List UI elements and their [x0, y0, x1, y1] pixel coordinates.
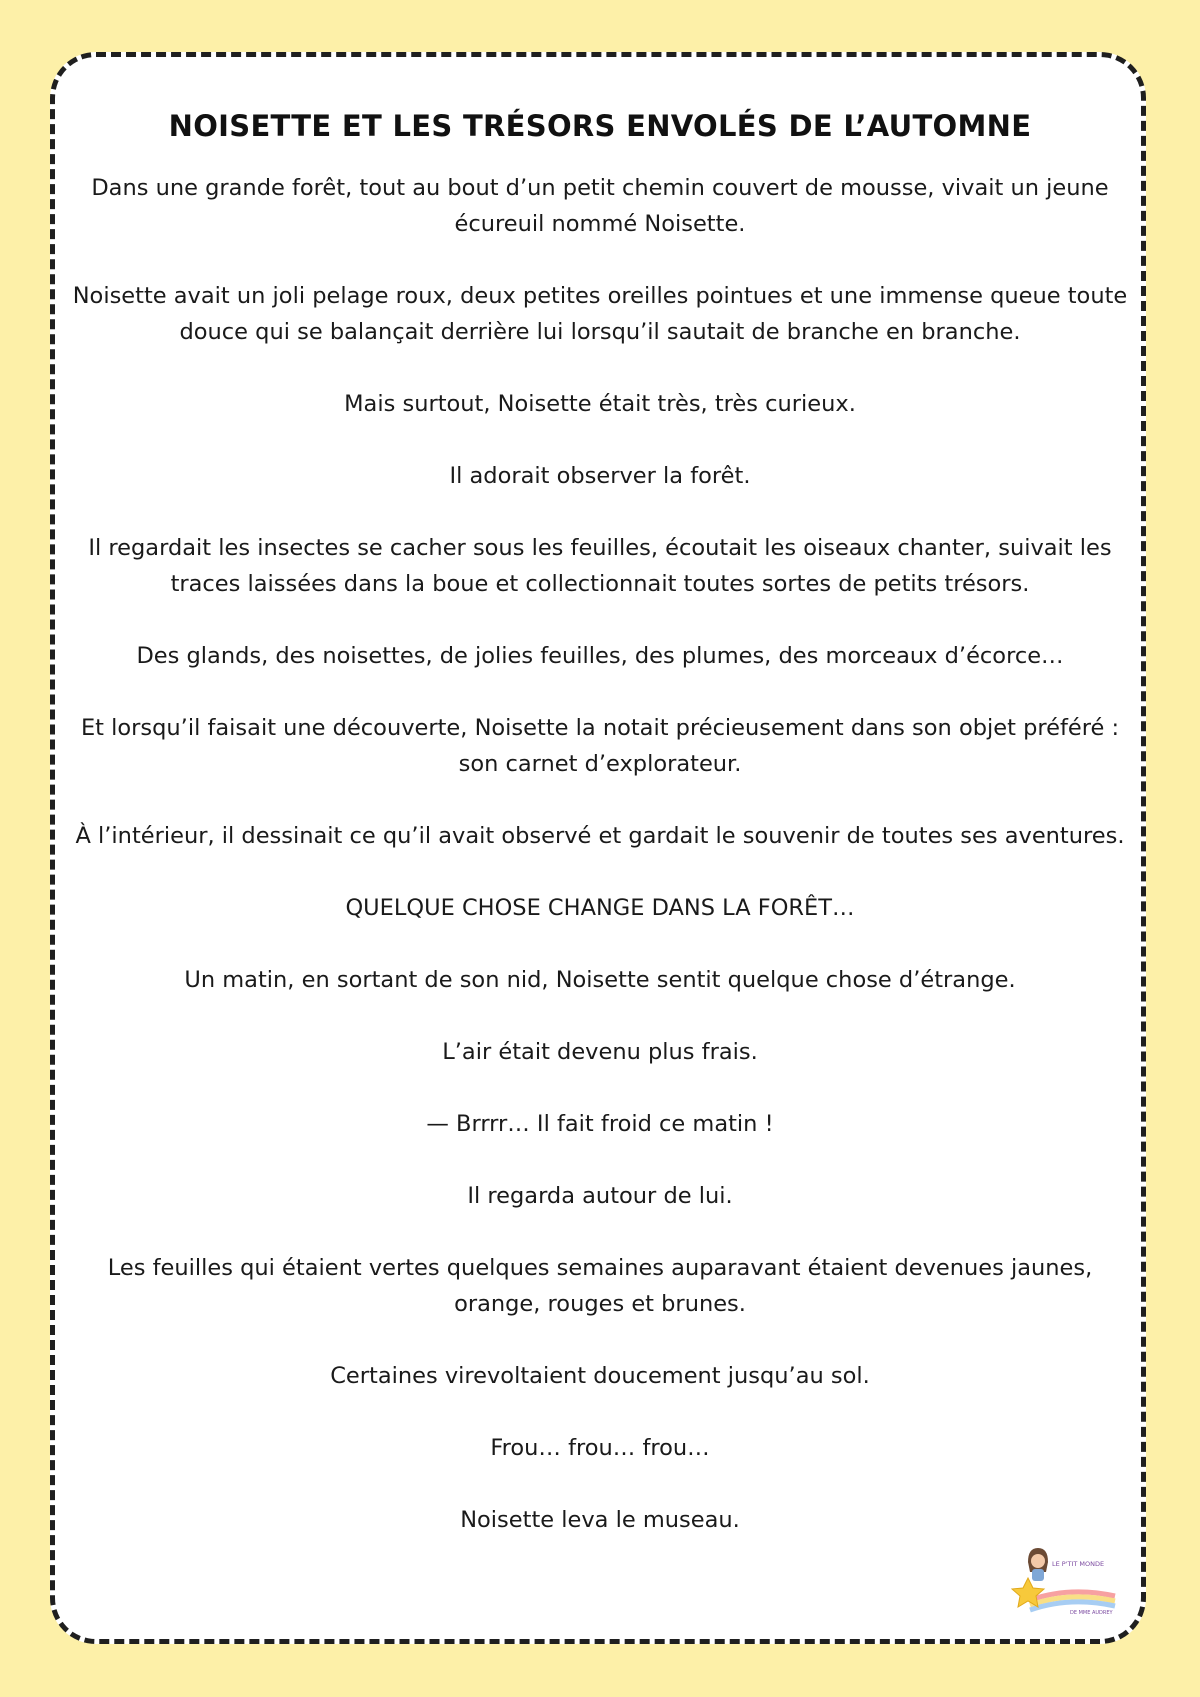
paragraph: Un matin, en sortant de son nid, Noisette sentit quelque chose d’étrange. — [184, 967, 1016, 993]
paragraph: Les feuilles qui étaient vertes quelques semaines auparavant étaient devenues jaunes, orange, rouges et brunes. — [107, 1255, 1093, 1317]
paragraph: À l’intérieur, il dessinait ce qu’il avait observé et gardait le souvenir de toutes ses aventures. — [75, 823, 1125, 849]
paragraph: Il regardait les insectes se cacher sous les feuilles, écoutait les oiseaux chanter, suivait les traces laissées dans la boue et collectionnait toutes sortes de petits trésors. — [88, 535, 1112, 597]
paragraph: Noisette leva le museau. — [460, 1507, 740, 1533]
avatar-body — [1032, 1569, 1044, 1581]
paragraph: Frou… frou… frou… — [490, 1435, 710, 1461]
logo-text-line1: LE P'TIT MONDE — [1052, 1560, 1105, 1568]
story-title: NOISETTE ET LES TRÉSORS ENVOLÉS DE L’AUTOMNE — [168, 109, 1032, 144]
logo-text-line2: DE MME AUDREY — [1070, 1610, 1113, 1616]
paragraph: Certaines virevoltaient doucement jusqu’au sol. — [330, 1363, 870, 1389]
paragraph: Il regarda autour de lui. — [467, 1183, 733, 1209]
paragraph: Il adorait observer la forêt. — [449, 463, 751, 489]
paragraph: Noisette avait un joli pelage roux, deux petites oreilles pointues et une immense queue toute douce qui se balançait derrière lui lorsqu’il sautait de branche en branche. — [72, 283, 1128, 345]
dialogue-line: — Brrrr… Il fait froid ce matin ! — [426, 1111, 774, 1137]
brand-logo — [1010, 1538, 1122, 1618]
paragraph: Dans une grande forêt, tout au bout d’un petit chemin couvert de mousse, vivait un jeune écureuil nommé Noisette. — [91, 175, 1109, 237]
section-heading: QUELQUE CHOSE CHANGE DANS LA FORÊT… — [345, 895, 855, 921]
paragraph: Et lorsqu’il faisait une découverte, Noisette la notait précieusement dans son objet préféré : son carnet d’explorateur. — [80, 715, 1120, 777]
paragraph: Mais surtout, Noisette était très, très curieux. — [344, 391, 856, 417]
paragraph: L’air était devenu plus frais. — [442, 1039, 758, 1065]
paragraph: Des glands, des noisettes, de jolies feuilles, des plumes, des morceaux d’écorce… — [136, 643, 1064, 669]
story-body — [70, 170, 1130, 1574]
